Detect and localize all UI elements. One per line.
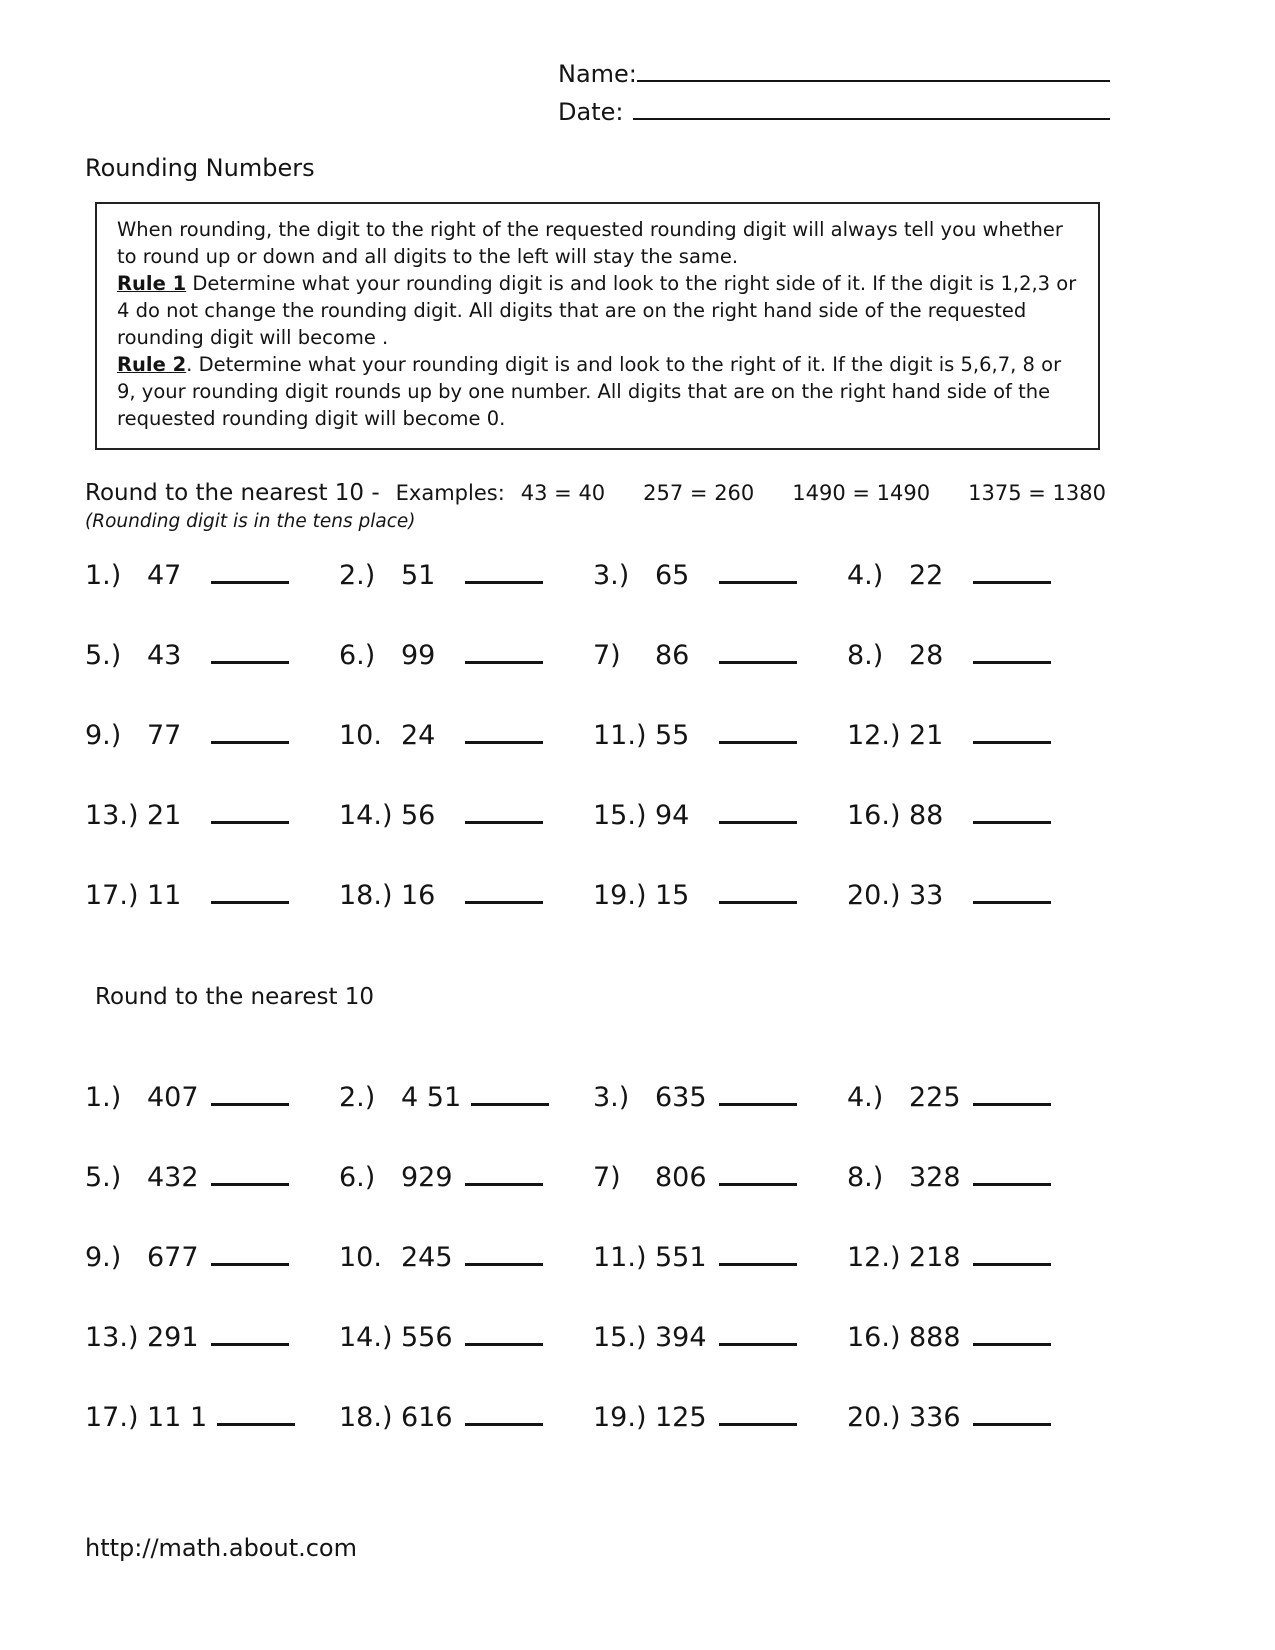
problem-item (593, 720, 847, 800)
answer-blank (211, 721, 289, 744)
problem-number: 16.) (847, 799, 901, 831)
problem-value: 888 (909, 1321, 961, 1353)
problem-item (847, 1322, 1101, 1402)
section2-heading: Round to the nearest 10 (95, 983, 375, 1010)
answer-blank (211, 1163, 289, 1186)
problem-item (593, 560, 847, 640)
problem-item (847, 1242, 1101, 1322)
problem-row (85, 720, 1195, 800)
answer-blank (217, 1403, 295, 1426)
answer-blank (973, 881, 1051, 904)
problem-value: 21 (147, 799, 182, 831)
problem-number: 13.) (85, 1321, 139, 1353)
section1-problems (85, 560, 1195, 960)
problem-number: 14.) (339, 1321, 393, 1353)
problem-number: 8.) (847, 639, 884, 671)
problem-item (339, 560, 593, 640)
answer-blank (465, 801, 543, 824)
problem-number: 11.) (593, 719, 647, 751)
problem-number: 1.) (85, 1081, 122, 1113)
problem-item (593, 800, 847, 880)
problem-value: 94 (655, 799, 690, 831)
date-label: Date: (558, 98, 624, 127)
problem-value: 65 (655, 559, 690, 591)
problem-value: 218 (909, 1241, 961, 1273)
problem-value: 22 (909, 559, 944, 591)
problem-item (593, 1322, 847, 1402)
problem-number: 18.) (339, 1401, 393, 1433)
rule-1-label: Rule 1 (117, 272, 187, 296)
section1-header (85, 480, 1195, 506)
problem-item (847, 800, 1101, 880)
answer-blank (973, 1163, 1051, 1186)
problem-value: 245 (401, 1241, 453, 1273)
rule-2-text: . Determine what your rounding digit is and look to the right of it. If the digit is 5,6,7, 8 or 9, your rounding digit rounds up by one number. All digits that are on the right hand side of the requested rounding digit will become 0. (117, 352, 1062, 430)
problem-value: 551 (655, 1241, 707, 1273)
problem-row (85, 1322, 1195, 1402)
example-item: 43 = 40 (520, 480, 606, 505)
problem-item (85, 1402, 339, 1482)
problem-row (85, 1242, 1195, 1322)
problem-value: 77 (147, 719, 182, 751)
problem-item (85, 640, 339, 720)
rule-2 (117, 352, 1078, 433)
problem-number: 3.) (593, 1081, 630, 1113)
problem-item (85, 800, 339, 880)
problem-number: 2.) (339, 559, 376, 591)
problem-number: 12.) (847, 719, 901, 751)
problem-row (85, 1402, 1195, 1482)
answer-blank (973, 1243, 1051, 1266)
rules-box (95, 202, 1100, 449)
problem-item (593, 1162, 847, 1242)
answer-blank (973, 561, 1051, 584)
problem-value: 394 (655, 1321, 707, 1353)
problem-number: 5.) (85, 639, 122, 671)
problem-number: 14.) (339, 799, 393, 831)
problem-number: 1.) (85, 559, 122, 591)
rule-2-label: Rule 2 (117, 352, 187, 376)
problem-number: 7) (593, 1161, 621, 1193)
answer-blank (211, 561, 289, 584)
answer-blank (973, 1323, 1051, 1346)
problem-number: 11.) (593, 1241, 647, 1273)
problem-item (339, 1242, 593, 1322)
name-line (637, 58, 1110, 82)
problem-item (85, 1242, 339, 1322)
answer-blank (465, 1163, 543, 1186)
problem-value: 616 (401, 1401, 453, 1433)
problem-item (593, 1082, 847, 1162)
problem-value: 4 51 (401, 1081, 462, 1113)
problem-item (847, 880, 1101, 960)
problem-item (339, 1402, 593, 1482)
example-item: 257 = 260 (643, 480, 755, 505)
problem-number: 20.) (847, 879, 901, 911)
answer-blank (471, 1083, 549, 1106)
problem-item (593, 880, 847, 960)
problem-row (85, 640, 1195, 720)
problem-item (85, 880, 339, 960)
answer-blank (719, 881, 797, 904)
problem-value: 86 (655, 639, 690, 671)
answer-blank (719, 1323, 797, 1346)
answer-blank (211, 881, 289, 904)
problem-number: 18.) (339, 879, 393, 911)
problem-number: 13.) (85, 799, 139, 831)
problem-item (847, 560, 1101, 640)
problem-number: 19.) (593, 1401, 647, 1433)
answer-blank (719, 801, 797, 824)
problem-number: 9.) (85, 1241, 122, 1273)
problem-number: 4.) (847, 1081, 884, 1113)
answer-blank (973, 721, 1051, 744)
problem-item (593, 1242, 847, 1322)
problem-number: 16.) (847, 1321, 901, 1353)
rule-1 (117, 271, 1078, 352)
problem-value: 432 (147, 1161, 199, 1193)
problem-row (85, 880, 1195, 960)
answer-blank (719, 641, 797, 664)
examples-label: Examples: (395, 480, 505, 505)
section2-problems (85, 1082, 1195, 1482)
answer-blank (465, 1243, 543, 1266)
date-row (558, 96, 1110, 128)
problem-number: 7) (593, 639, 621, 671)
problem-item (339, 800, 593, 880)
problem-number: 3.) (593, 559, 630, 591)
example-item: 1490 = 1490 (792, 480, 931, 505)
problem-value: 336 (909, 1401, 961, 1433)
answer-blank (211, 1243, 289, 1266)
problem-item (593, 1402, 847, 1482)
answer-blank (465, 641, 543, 664)
problem-value: 21 (909, 719, 944, 751)
answer-blank (719, 1163, 797, 1186)
problem-item (339, 1322, 593, 1402)
problem-item (847, 1162, 1101, 1242)
answer-blank (973, 1403, 1051, 1426)
problem-number: 5.) (85, 1161, 122, 1193)
answer-blank (211, 801, 289, 824)
problem-value: 328 (909, 1161, 961, 1193)
rule-1-text: Determine what your rounding digit is and look to the right side of it. If the digit is 1,2,3 or 4 do not change the rounding digit. All digits that are on the right hand side of the requested rounding digit will become . (117, 272, 1077, 349)
answer-blank (465, 1323, 543, 1346)
answer-blank (465, 561, 543, 584)
problem-number: 20.) (847, 1401, 901, 1433)
problem-item (339, 1162, 593, 1242)
problem-value: 55 (655, 719, 690, 751)
problem-number: 9.) (85, 719, 122, 751)
problem-item (85, 1322, 339, 1402)
problem-value: 16 (401, 879, 436, 911)
problem-value: 11 1 (147, 1401, 208, 1433)
answer-blank (719, 561, 797, 584)
footer-url: http://math.about.com (85, 1533, 357, 1562)
answer-blank (973, 641, 1051, 664)
problem-value: 407 (147, 1081, 199, 1113)
problem-value: 88 (909, 799, 944, 831)
problem-value: 125 (655, 1401, 707, 1433)
problem-value: 11 (147, 879, 182, 911)
problem-item (339, 640, 593, 720)
problem-item (847, 1402, 1101, 1482)
answer-blank (465, 721, 543, 744)
problem-value: 24 (401, 719, 436, 751)
answer-blank (719, 1083, 797, 1106)
problem-number: 10. (339, 1241, 382, 1273)
problem-item (593, 640, 847, 720)
problem-value: 56 (401, 799, 436, 831)
problem-item (85, 560, 339, 640)
problem-number: 6.) (339, 639, 376, 671)
answer-blank (973, 1083, 1051, 1106)
problem-number: 15.) (593, 1321, 647, 1353)
section1-heading: Round to the nearest 10 - (85, 479, 380, 506)
problem-item (847, 640, 1101, 720)
answer-blank (465, 881, 543, 904)
rules-intro: When rounding, the digit to the right of the requested rounding digit will always tell you whether to round up or down and all digits to the left will stay the same. (117, 218, 1063, 269)
problem-item (85, 1082, 339, 1162)
problem-number: 17.) (85, 1401, 139, 1433)
problem-value: 51 (401, 559, 436, 591)
problem-value: 47 (147, 559, 182, 591)
answer-blank (211, 1083, 289, 1106)
problem-number: 4.) (847, 559, 884, 591)
answer-blank (211, 641, 289, 664)
date-line (633, 96, 1110, 120)
problem-row (85, 1082, 1195, 1162)
problem-item (339, 880, 593, 960)
problem-item (847, 1082, 1101, 1162)
problem-number: 10. (339, 719, 382, 751)
answer-blank (465, 1403, 543, 1426)
problem-value: 225 (909, 1081, 961, 1113)
name-row (558, 58, 1110, 90)
name-label: Name: (558, 60, 637, 88)
problem-item (85, 720, 339, 800)
example-item: 1375 = 1380 (968, 480, 1106, 505)
problem-item (85, 1162, 339, 1242)
problem-number: 15.) (593, 799, 647, 831)
answer-blank (719, 1403, 797, 1426)
problem-value: 28 (909, 639, 944, 671)
problem-number: 8.) (847, 1161, 884, 1193)
problem-value: 99 (401, 639, 436, 671)
problem-number: 2.) (339, 1081, 376, 1113)
problem-value: 33 (909, 879, 944, 911)
answer-blank (719, 721, 797, 744)
problem-number: 19.) (593, 879, 647, 911)
problem-value: 15 (655, 879, 690, 911)
identity-block (558, 58, 1110, 128)
problem-value: 635 (655, 1081, 707, 1113)
problem-value: 806 (655, 1161, 707, 1193)
problem-value: 929 (401, 1161, 453, 1193)
problem-number: 17.) (85, 879, 139, 911)
problem-item (339, 1082, 593, 1162)
problem-value: 556 (401, 1321, 453, 1353)
problem-row (85, 1162, 1195, 1242)
problem-number: 6.) (339, 1161, 376, 1193)
problem-row (85, 800, 1195, 880)
answer-blank (973, 801, 1051, 824)
answer-blank (211, 1323, 289, 1346)
page-title: Rounding Numbers (85, 154, 315, 183)
section1-note: (Rounding digit is in the tens place) (85, 510, 416, 532)
problem-number: 12.) (847, 1241, 901, 1273)
problem-value: 677 (147, 1241, 199, 1273)
problem-value: 43 (147, 639, 182, 671)
problem-row (85, 560, 1195, 640)
problem-value: 291 (147, 1321, 199, 1353)
problem-item (847, 720, 1101, 800)
problem-item (339, 720, 593, 800)
answer-blank (719, 1243, 797, 1266)
